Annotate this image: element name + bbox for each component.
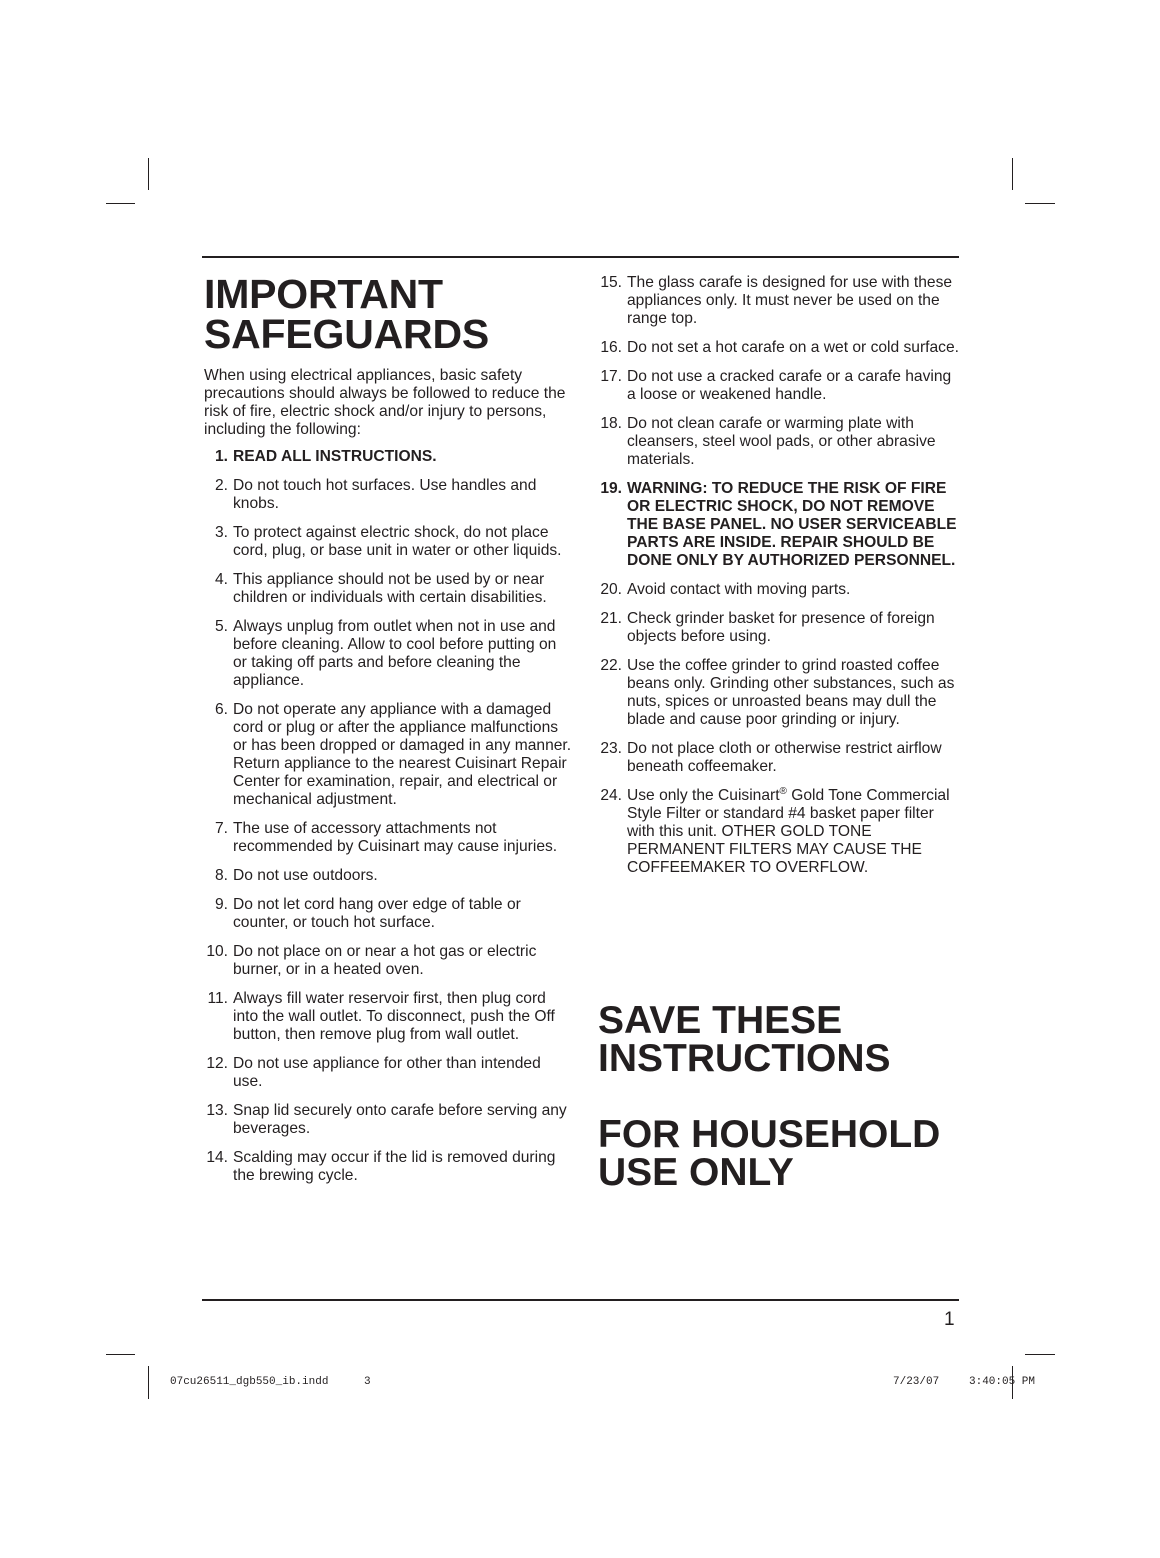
crop-mark-bottom-left-vertical (148, 1366, 149, 1399)
item-number: 12. (206, 1055, 228, 1072)
list-item (204, 701, 572, 809)
list-item (204, 990, 572, 1044)
item-number: 19. (600, 480, 622, 497)
item-text: Scalding may occur if the lid is removed during the brewing cycle. (233, 1149, 556, 1184)
crop-mark-bottom-left-horizontal (106, 1354, 135, 1355)
safeguard-list-right (598, 274, 960, 877)
item-text: Always fill water reservoir first, then plug cord into the wall outlet. To disconnect, push the Off button, then remove plug from wall outlet. (233, 990, 555, 1043)
list-item (204, 1102, 572, 1138)
item-text: The glass carafe is designed for use with these appliances only. It must never be used on the range top. (627, 274, 953, 327)
safeguard-list-left (204, 448, 572, 1185)
item-text: Snap lid securely onto carafe before serving any beverages. (233, 1102, 567, 1137)
save-instructions-heading (598, 999, 960, 1080)
crop-mark-top-left-vertical (148, 158, 149, 190)
list-item (598, 480, 960, 570)
slug-page: 3 (364, 1376, 371, 1388)
item-text: Do not place cloth or otherwise restrict airflow beneath coffeemaker. (627, 740, 942, 775)
list-item (598, 581, 960, 599)
item-number: 3. (214, 524, 228, 541)
left-column (204, 271, 572, 1196)
item-number: 15. (600, 274, 622, 291)
crop-mark-bottom-right-horizontal (1025, 1354, 1055, 1355)
page-title (204, 271, 572, 357)
title-line: IMPORTANT (204, 271, 443, 317)
item-number: 22. (600, 657, 622, 674)
item-text: Always unplug from outlet when not in use and before cleaning. Allow to cool before putting on or taking off parts and before cleaning the appliance. (233, 618, 557, 689)
item-text: Do not set a hot carafe on a wet or cold surface. (627, 339, 959, 356)
item-number: 9. (214, 896, 228, 913)
list-item (204, 1055, 572, 1091)
list-item (204, 618, 572, 690)
crop-mark-top-right-vertical (1012, 158, 1013, 190)
list-item (204, 820, 572, 856)
list-item (204, 867, 572, 885)
slug-file: 07cu26511_dgb550_ib.indd (170, 1376, 329, 1388)
page-number: 1 (944, 1309, 955, 1330)
item-text: WARNING: TO REDUCE THE RISK OF FIRE OR ELECTRIC SHOCK, DO NOT REMOVE THE BASE PANEL. NO USER SERVICEABLE PARTS ARE INSIDE. REPAIR SHOULD BE DONE ONLY BY AUTHORIZED PERSONNEL. (627, 480, 957, 569)
item-number: 8. (214, 867, 228, 884)
slug-date: 7/23/07 (893, 1376, 940, 1388)
item-text: Do not operate any appliance with a damaged cord or plug or after the appliance malfunctions or has been dropped or damaged in any manner. Return appliance to the nearest Cuisinart Repair Center for examination, repair, and electrical or mechanical adjustment. (233, 701, 572, 808)
bottom-rule (202, 1299, 959, 1301)
list-item (598, 740, 960, 776)
item-text: Do not use appliance for other than intended use. (233, 1055, 541, 1090)
item-text: Do not touch hot surfaces. Use handles and knobs. (233, 477, 537, 512)
household-use-heading (598, 1113, 960, 1194)
crop-mark-top-left-horizontal (106, 203, 135, 204)
item-number: 21. (600, 610, 622, 627)
item-number: 2. (214, 477, 228, 494)
item-text: Avoid contact with moving parts. (627, 581, 851, 598)
list-item (204, 448, 572, 466)
list-item (598, 368, 960, 404)
list-item (598, 274, 960, 328)
item-text: Do not clean carafe or warming plate with cleansers, steel wool pads, or other abrasive materials. (627, 415, 936, 468)
item-text: Gold Tone Commercial Style Filter or standard #4 basket paper filter with this unit. OTHER GOLD TONE PERMANENT FILTERS MAY CAUSE THE COFFEEMAKER TO OVERFLOW. (627, 787, 950, 876)
item-number: 4. (214, 571, 228, 588)
item-number: 20. (600, 581, 622, 598)
household-line: FOR HOUSEHOLD (598, 1113, 941, 1156)
household-line: USE ONLY (598, 1151, 794, 1194)
item-text: Do not place on or near a hot gas or electric burner, or in a heated oven. (233, 943, 537, 978)
right-column (598, 274, 960, 888)
item-number: 17. (600, 368, 622, 385)
item-number: 14. (206, 1149, 228, 1166)
list-item (204, 524, 572, 560)
item-number: 24. (600, 787, 622, 804)
list-item (204, 571, 572, 607)
item-text: Use only the Cuisinart (627, 787, 780, 804)
list-item (204, 477, 572, 513)
list-item (204, 896, 572, 932)
item-number: 11. (207, 990, 228, 1007)
intro-paragraph: When using electrical appliances, basic safety precautions should always be followed to reduce the risk of fire, electric shock and/or injury to persons, including the following: (204, 367, 566, 438)
item-text: This appliance should not be used by or near children or individuals with certain disabilities. (233, 571, 547, 606)
slug-time: 3:40:05 PM (969, 1376, 1036, 1388)
list-item (598, 610, 960, 646)
item-text: Do not use a cracked carafe or a carafe having a loose or weakened handle. (627, 368, 952, 403)
item-number: 16. (600, 339, 622, 356)
list-item (598, 657, 960, 729)
item-number: 13. (206, 1102, 228, 1119)
item-text: The use of accessory attachments not recommended by Cuisinart may cause injuries. (233, 820, 558, 855)
item-number: 18. (600, 415, 622, 432)
item-text: To protect against electric shock, do not place cord, plug, or base unit in water or other liquids. (233, 524, 562, 559)
item-number: 5. (214, 618, 228, 635)
item-text: READ ALL INSTRUCTIONS. (233, 448, 437, 465)
item-text: Use the coffee grinder to grind roasted coffee beans only. Grinding other substances, such as nuts, spices or unroasted beans may dull the blade and cause poor grinding or injury. (627, 657, 955, 728)
registered-mark: ® (779, 786, 787, 797)
item-number: 1. (214, 448, 228, 465)
item-number: 23. (600, 740, 622, 757)
save-line: INSTRUCTIONS (598, 1037, 891, 1080)
list-item (204, 943, 572, 979)
list-item (598, 339, 960, 357)
list-item (598, 415, 960, 469)
item-text: Check grinder basket for presence of foreign objects before using. (627, 610, 935, 645)
list-item (204, 1149, 572, 1185)
item-text: Do not let cord hang over edge of table or counter, or touch hot surface. (233, 896, 521, 931)
crop-mark-top-right-horizontal (1025, 203, 1055, 204)
save-line: SAVE THESE (598, 999, 843, 1042)
item-number: 6. (214, 701, 228, 718)
item-number: 10. (206, 943, 228, 960)
item-text: Do not use outdoors. (233, 867, 378, 884)
top-rule (202, 256, 959, 258)
item-number: 7. (214, 820, 228, 837)
title-line: SAFEGUARDS (204, 311, 490, 357)
list-item (598, 787, 960, 877)
